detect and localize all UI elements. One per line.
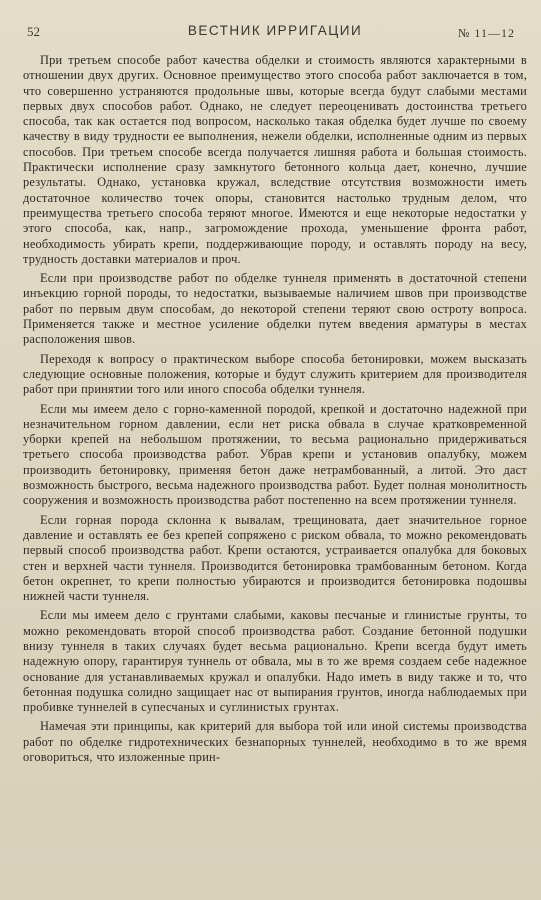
paragraph: Переходя к вопросу о практическом выборе способа бетонировки, можем высказать следующие основные положения, которые и будут служить критерием для производителя работ при принятии того или иного способа обделки туннеля. — [23, 351, 527, 397]
paragraph: Если мы имеем дело с грунтами слабыми, каковы песчаные и глинистые грунты, то можно рекомендовать второй способ производства работ. Создание бетонной подушки внизу туннеля в таких случаях будет весьма рационально. Крепи всегда будут иметь надежную опору, гарантируя туннель от обвала, мы в то же время создаем себе надежное основание для устанавливаемых кружал и опалубки. Надо иметь в виду также и то, что бетонная подушка солидно защищает нас от выпирания грунтов, иногда наблюдаемых при пробивке туннелей в супесчаных и суглинистых грунтах. — [23, 608, 527, 715]
paragraph: Намечая эти принципы, как критерий для выбора той или иной системы производства работ по обделке гидротехнических безнапорных туннелей, необходимо в то же время оговориться, что изложенные прин- — [23, 719, 527, 765]
journal-title: ВЕСТНИК ИРРИГАЦИИ — [187, 23, 363, 38]
paragraph: При третьем способе работ качества обделки и стоимость являются характерными в отношении двух других. Основное преимущество этого способа работ заключается в том, что совершенно устраняются продольные швы, которые всегда будут слабыми местами первых двух способов работ. Однако, не следует переоценивать достоинства третьего способа, так как остается под вопросом, насколько такая обделка будет лучше по своему качеству в виду трудности ее выполнения, нежели обделки, исполненные одним из первых способов. При третьем способе всегда получается лишняя работа и большая стоимость. Практически исполнение сразу замкнутого бетонного кольца дает, конечно, лучшие результаты. Однако, установка кружал, вследствие отсутствия возможности иметь достаточное количество точек опоры, становится настолько трудным делом, что преимущества третьего способа теряют многое. Имеются и еще некоторые недостатки у этого способа, как, напр., загромождение прохода, уменьшение фронта работ, необходимость убирать крепи, поддерживающие породу, и оставлять породу на весу, трудность доставки материалов и проч. — [23, 53, 527, 266]
paragraph: Если горная порода склонна к вывалам, трещиновата, дает значительное горное давление и оставлять ее без крепей сопряжено с риском обвала, то можно рекомендовать первый способ производства работ. Крепи остаются, устраивается опалубка для боковых стен и верхней части туннеля. Производится бетонировка трамбованным бетоном. Когда бетон окрепнет, то крепи полностью убираются и производится бетонировка подошвы нижней части туннеля. — [23, 512, 527, 604]
paragraph: Если при производстве работ по обделке туннеля применять в достаточной степени инъекцию горной породы, то недостатки, вызываемые наличием швов при производстве работ по первым двум способам, до некоторой степени теряют свою остроту вопроса. Применяется также и местное усиление обделки путем введения арматуры в местах расположения швов. — [23, 271, 527, 347]
article-body — [23, 53, 527, 765]
page-number: 52 — [27, 24, 40, 39]
issue-number: № 11—12 — [457, 26, 515, 40]
paragraph: Если мы имеем дело с горно-каменной породой, крепкой и достаточно надежной при незначительном горном давлении, если нет риска обвала в случае кратковременной уборки крепей на небольшом протяжении, то весьма рационально придерживаться третьего способа производства работ. Убрав крепи и установив опалубку, можем производить бетонировку, применяя бетон даже нетрамбованный, а литой. Это даст возможность быстрого, весьма надежного производства работ. Будет полная монолитность сооружения и возможность производства работ постепенно на всем протяжении туннеля. — [23, 401, 527, 508]
page-header — [23, 20, 527, 42]
